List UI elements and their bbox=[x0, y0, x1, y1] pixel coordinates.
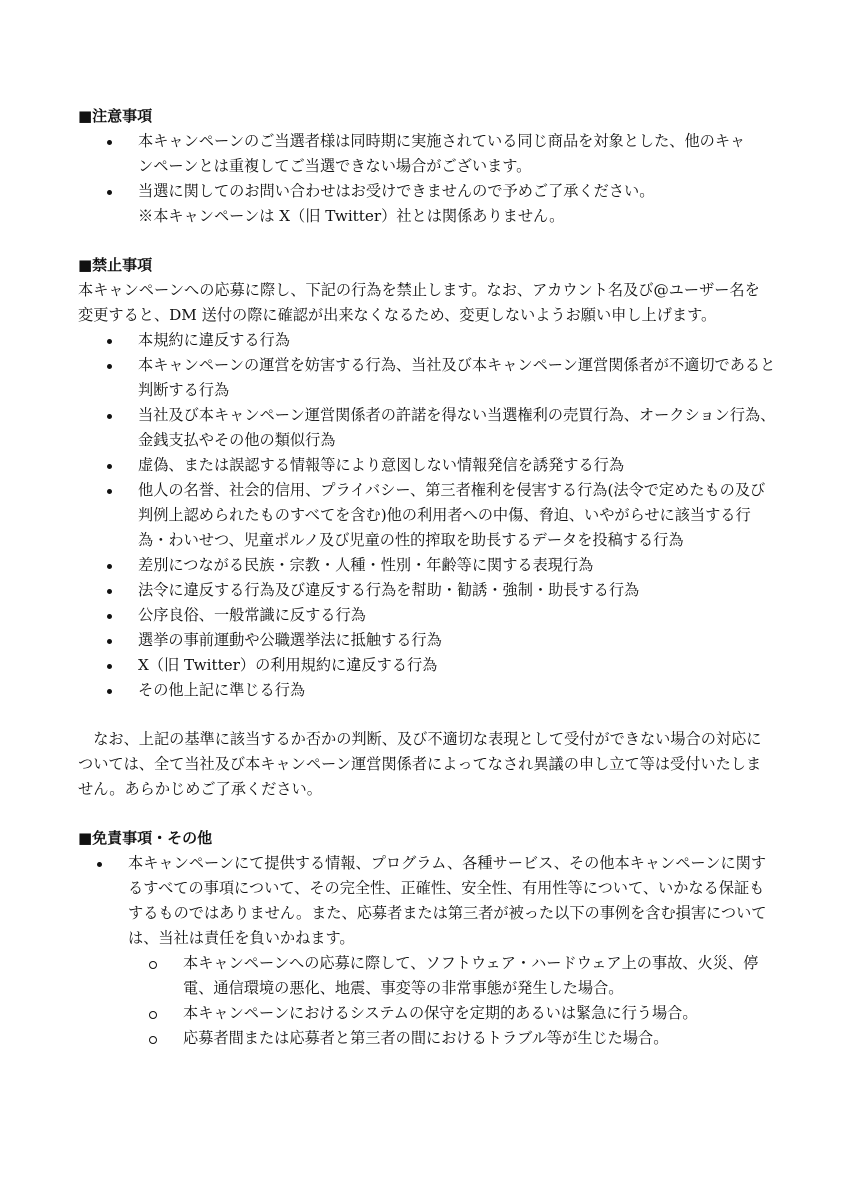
list-item-text: 他人の名誉、社会的信用、プライバシー、第三者権利を侵害する行為(法令で定めたもの及び判例上認められたものすべてを含む)他の利用者への中傷、脅迫、いやがらせに該当する行為・わいせつ、児童ポルノ及び児童の性的搾取を助長するデータを投稿する行為 bbox=[138, 481, 766, 549]
section-heading-caution: ■注意事項 bbox=[78, 107, 153, 125]
bullet-icon bbox=[107, 140, 112, 145]
disclaimer-cases-list bbox=[78, 951, 778, 1051]
list-item bbox=[128, 851, 773, 951]
list-item-text: その他上記に準じる行為 bbox=[138, 681, 306, 699]
list-item bbox=[138, 453, 778, 478]
list-item bbox=[138, 129, 748, 179]
bullet-icon bbox=[107, 339, 112, 344]
list-item bbox=[183, 951, 778, 1001]
section-heading-prohibited: ■禁止事項 bbox=[78, 256, 153, 274]
list-item bbox=[138, 578, 778, 603]
bullet-icon bbox=[107, 190, 112, 195]
bullet-icon bbox=[107, 664, 112, 669]
document-page bbox=[78, 104, 778, 1051]
list-item bbox=[138, 653, 778, 678]
bullet-icon bbox=[107, 614, 112, 619]
list-item bbox=[138, 603, 778, 628]
list-item bbox=[138, 353, 778, 403]
list-item-text: 本キャンペーンにおけるシステムの保守を定期的あるいは緊急に行う場合。 bbox=[183, 1004, 698, 1022]
circle-bullet-icon bbox=[149, 961, 157, 969]
bullet-icon bbox=[107, 364, 112, 369]
list-item-text: 本キャンペーンの運営を妨害する行為、当社及び本キャンペーン運営関係者が不適切であると判断する行為 bbox=[138, 356, 776, 399]
list-item bbox=[138, 179, 778, 229]
bullet-icon bbox=[107, 639, 112, 644]
list-item bbox=[138, 553, 778, 578]
bullet-icon bbox=[107, 564, 112, 569]
bullet-icon bbox=[107, 589, 112, 594]
list-item-text: 選挙の事前運動や公職選挙法に抵触する行為 bbox=[138, 631, 442, 649]
circle-bullet-icon bbox=[149, 1036, 157, 1044]
bullet-icon bbox=[107, 414, 112, 419]
list-item bbox=[138, 678, 778, 703]
bullet-icon bbox=[107, 689, 112, 694]
list-item-text: 本キャンペーンにて提供する情報、プログラム、各種サービス、その他本キャンペーンに関するすべての事項について、その完全性、正確性、安全性、有用性等について、いかなる保証もするものではありません。また、応募者または第三者が被った以下の事例を含む損害については、当社は責任を負いかねます。 bbox=[128, 854, 767, 947]
disclaimer-list bbox=[78, 851, 773, 951]
prohibited-list bbox=[78, 328, 778, 703]
prohibited-closing: なお、上記の基準に該当するか否かの判断、及び不適切な表現として受付ができない場合の対応については、全て当社及び本キャンペーン運営関係者によってなされ異議の申し立て等は受付いたしません。あらかじめご了承ください。 bbox=[78, 730, 762, 798]
list-item-text: 差別につながる民族・宗教・人種・性別・年齢等に関する表現行為 bbox=[138, 556, 594, 574]
list-item-text: 本キャンペーンのご当選者様は同時期に実施されている同じ商品を対象とした、他のキャンペーンとは重複してご当選できない場合がございます。 bbox=[138, 132, 746, 175]
list-item bbox=[183, 1001, 778, 1026]
list-item bbox=[138, 403, 778, 453]
list-item bbox=[138, 628, 778, 653]
prohibited-intro: 本キャンペーンへの応募に際し、下記の行為を禁止します。なお、アカウント名及び@ユーザー名を変更すると、DM 送付の際に確認が出来なくなるため、変更しないようお願い申し上げます。 bbox=[78, 281, 760, 324]
list-item-text: 本キャンペーンへの応募に際して、ソフトウェア・ハードウェア上の事故、火災、停電、通信環境の悪化、地震、事変等の非常事態が発生した場合。 bbox=[183, 954, 759, 997]
circle-bullet-icon bbox=[149, 1011, 157, 1019]
list-item bbox=[183, 1026, 778, 1051]
list-item-text: 応募者間または応募者と第三者の間におけるトラブル等が生じた場合。 bbox=[183, 1029, 669, 1047]
list-item-text: 法令に違反する行為及び違反する行為を幇助・勧誘・強制・助長する行為 bbox=[138, 581, 640, 599]
bullet-icon bbox=[97, 862, 102, 867]
list-item-text: 虚偽、または誤認する情報等により意図しない情報発信を誘発する行為 bbox=[138, 456, 624, 474]
list-item-text: 公序良俗、一般常識に反する行為 bbox=[138, 606, 366, 624]
list-item-text: X（旧 Twitter）の利用規約に違反する行為 bbox=[138, 656, 438, 674]
bullet-icon bbox=[107, 489, 112, 494]
list-item bbox=[138, 328, 778, 353]
list-item-text: 当選に関してのお問い合わせはお受けできませんので予めご了承ください。 bbox=[138, 182, 655, 200]
caution-list bbox=[78, 129, 778, 229]
list-item-text: 当社及び本キャンペーン運営関係者の許諾を得ない当選権利の売買行為、オークション行為、金銭支払やその他の類似行為 bbox=[138, 406, 776, 449]
note-text: ※本キャンペーンは X（旧 Twitter）社とは関係ありません。 bbox=[138, 207, 565, 225]
bullet-icon bbox=[107, 464, 112, 469]
list-item bbox=[138, 478, 778, 553]
list-item-text: 本規約に違反する行為 bbox=[138, 331, 290, 349]
section-heading-disclaimer: ■免責事項・その他 bbox=[78, 829, 213, 847]
